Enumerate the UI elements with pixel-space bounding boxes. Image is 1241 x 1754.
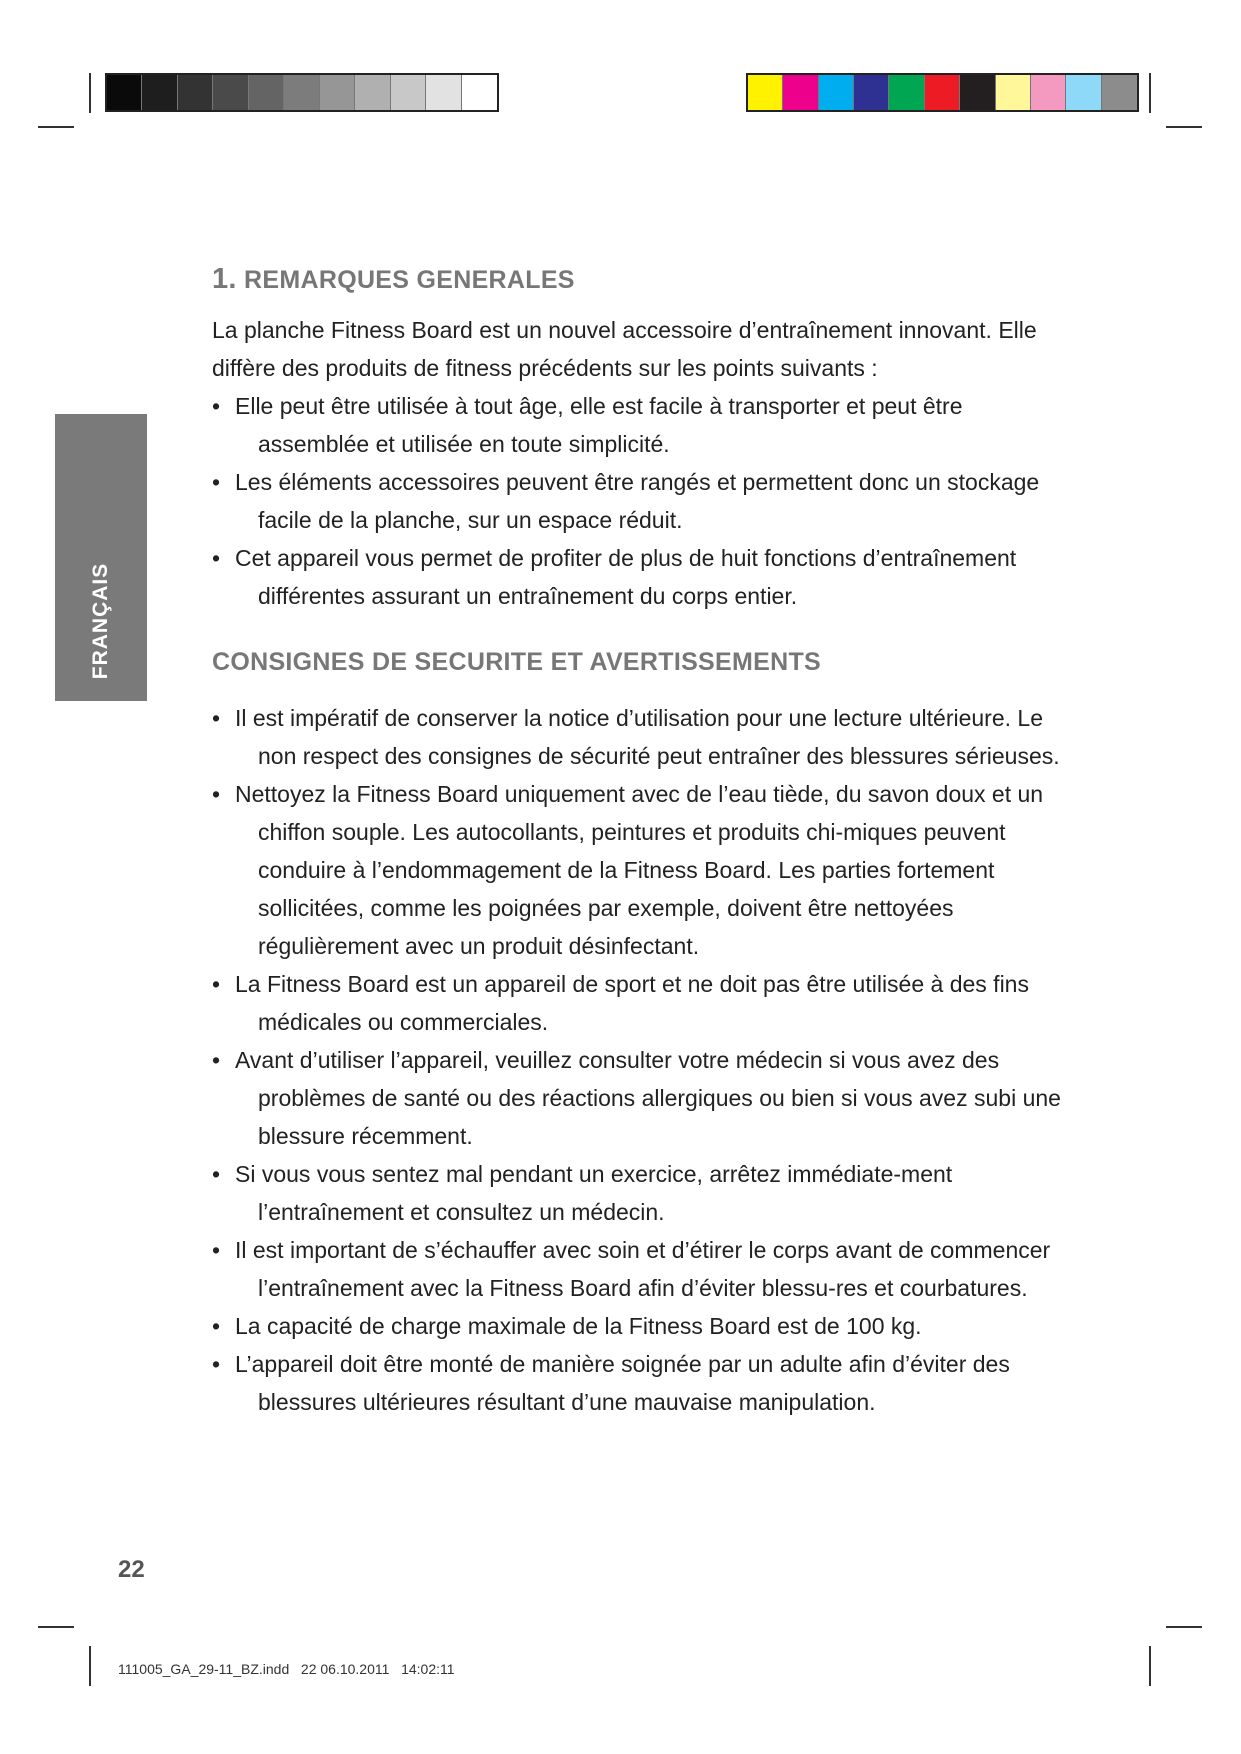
section-number: 1. [212, 263, 237, 295]
list-item: • Cet appareil vous permet de profiter de plus de huit fonctions d’entraînement différentes assurant un entraînement du corps entier. [212, 539, 1072, 615]
crop-mark [38, 126, 74, 128]
list-item: • Nettoyez la Fitness Board uniquement avec de l’eau tiède, du savon doux et un chiffon souple. Les autocollants, peintures et produits chi-miques peuvent conduire à l’endommagement de la Fitness Board. Les parties fortement sollicitées, comme les poignées par exemple, doivent être nettoyées régulièrement avec un produit désinfectant. [212, 775, 1072, 965]
color-swatch [1102, 75, 1137, 110]
color-swatch [284, 75, 319, 110]
color-swatch [249, 75, 284, 110]
print-slug: 111005_GA_29-11_BZ.indd 22 06.10.2011 14:02:11 [118, 1661, 455, 1677]
list-item: • Il est important de s’échauffer avec soin et d’étirer le corps avant de commencer l’entraînement avec la Fitness Board afin d’éviter blessu-res et courbatures. [212, 1231, 1072, 1307]
crop-mark [89, 73, 91, 113]
section-heading-general [212, 260, 1072, 299]
list-item: • La capacité de charge maximale de la Fitness Board est de 100 kg. [212, 1307, 1072, 1345]
color-swatch [889, 75, 924, 110]
list-item: • Si vous vous sentez mal pendant un exercice, arrêtez immédiate-ment l’entraînement et consultez un médecin. [212, 1155, 1072, 1231]
safety-list [212, 699, 1072, 1421]
list-item: • Avant d’utiliser l’appareil, veuillez consulter votre médecin si vous avez des problèmes de santé ou des réactions allergiques ou bien si vous avez subi une blessure récemment. [212, 1041, 1072, 1155]
color-swatch [213, 75, 248, 110]
crop-mark [1149, 1646, 1151, 1686]
color-swatch [854, 75, 889, 110]
intro-paragraph: La planche Fitness Board est un nouvel accessoire d’entraînement innovant. Elle diffère des produits de fitness précédents sur les points suivants : [212, 317, 1037, 381]
crop-mark [89, 1646, 91, 1686]
list-item: • Les éléments accessoires peuvent être rangés et permettent donc un stockage facile de la planche, sur un espace réduit. [212, 463, 1072, 539]
color-swatch [996, 75, 1031, 110]
color-swatch [320, 75, 355, 110]
color-swatch [819, 75, 854, 110]
color-swatch [462, 75, 497, 110]
color-swatch [783, 75, 818, 110]
color-swatch [426, 75, 461, 110]
list-item: • L’appareil doit être monté de manière soignée par un adulte afin d’éviter des blessures ultérieures résultant d’une mauvaise manipulation. [212, 1345, 1072, 1421]
crop-mark [1149, 73, 1151, 113]
color-calibration-bar [746, 73, 1139, 112]
page-content [212, 260, 1072, 1421]
color-swatch [391, 75, 426, 110]
section-heading-safety: CONSIGNES DE SECURITE ET AVERTISSEMENTS [212, 648, 822, 676]
crop-mark [38, 1626, 74, 1628]
color-swatch [355, 75, 390, 110]
page-number: 22 [118, 1556, 145, 1583]
color-swatch [107, 75, 142, 110]
crop-mark [1166, 126, 1202, 128]
color-swatch [1066, 75, 1101, 110]
list-item: • Elle peut être utilisée à tout âge, elle est facile à transporter et peut être assemblée et utilisée en toute simplicité. [212, 387, 1072, 463]
language-tab [55, 414, 147, 701]
features-list [212, 387, 1072, 615]
color-swatch [1031, 75, 1066, 110]
crop-mark [1166, 1626, 1202, 1628]
color-swatch [925, 75, 960, 110]
language-label: FRANÇAIS [89, 562, 112, 679]
color-swatch [178, 75, 213, 110]
color-swatch [748, 75, 783, 110]
color-swatch [142, 75, 177, 110]
list-item: • La Fitness Board est un appareil de sport et ne doit pas être utilisée à des fins médicales ou commerciales. [212, 965, 1072, 1041]
color-swatch [960, 75, 995, 110]
section-title: REMARQUES GENERALES [244, 266, 575, 294]
list-item: • Il est impératif de conserver la notice d’utilisation pour une lecture ultérieure. Le non respect des consignes de sécurité peut entraîner des blessures sérieuses. [212, 699, 1072, 775]
grayscale-calibration-bar [105, 73, 499, 112]
